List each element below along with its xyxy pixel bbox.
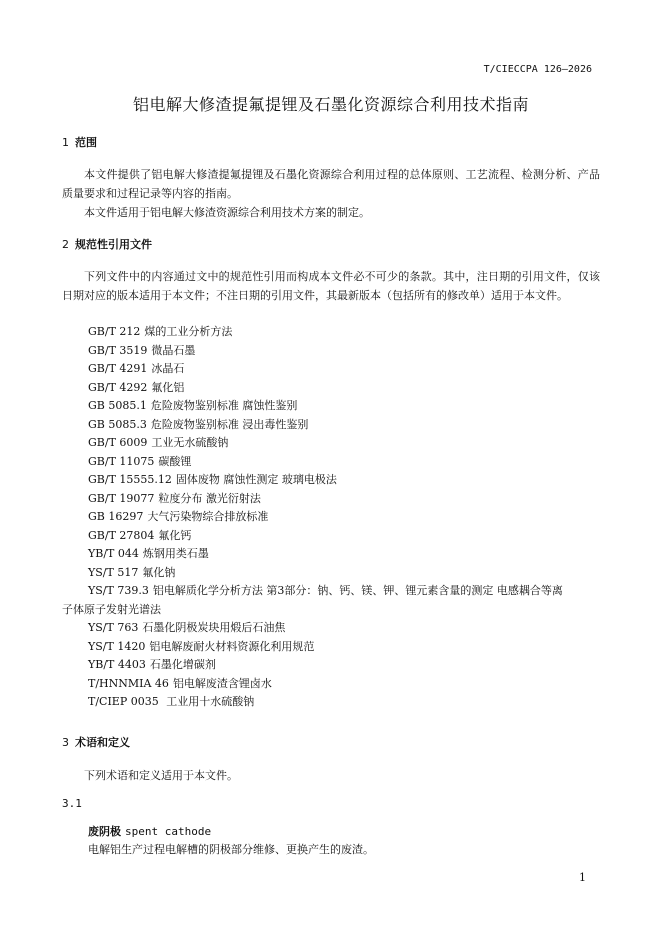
reference-code: T/CIEP 0035 — [88, 695, 159, 708]
reference-item — [88, 397, 600, 416]
term-english: spent cathode — [125, 824, 212, 838]
reference-name: 工业用十水硫酸钠 — [162, 695, 255, 708]
reference-name: 大气污染物综合排放标准 — [147, 510, 269, 523]
section-title: 术语和定义 — [75, 735, 130, 749]
reference-name: 石墨化增碳剂 — [149, 658, 216, 671]
reference-code: YS/T 763 — [88, 621, 139, 634]
reference-name: 氟化钙 — [158, 528, 192, 542]
reference-item — [88, 471, 600, 490]
section-heading — [62, 134, 600, 152]
reference-item — [88, 564, 600, 583]
section-scope — [62, 134, 600, 222]
reference-item — [88, 527, 600, 546]
reference-code: GB/T 212 — [88, 325, 141, 338]
reference-name: 石墨化阴极炭块用煅后石油焦 — [142, 621, 286, 634]
reference-name: 氟化铝 — [151, 380, 185, 394]
reference-item — [88, 508, 600, 527]
section-number: 3 — [62, 735, 69, 749]
reference-code: YS/T 517 — [88, 565, 139, 579]
reference-name: 冰晶石 — [151, 362, 185, 375]
reference-name-continued: 子体原子发射光谱法 — [62, 602, 161, 616]
section-heading — [62, 734, 600, 752]
reference-name: 炼钢用类石墨 — [142, 547, 209, 560]
reference-item — [88, 675, 600, 694]
reference-code: GB/T 4292 — [88, 380, 148, 394]
page-number: 1 — [579, 871, 586, 884]
reference-code: GB/T 4291 — [88, 362, 148, 375]
reference-name: 工业无水硫酸钠 — [151, 436, 229, 449]
section-heading — [62, 236, 600, 254]
reference-item — [88, 638, 600, 657]
term-definition: 电解铝生产过程电解槽的阴极部分维修、更换产生的废渣。 — [88, 842, 374, 856]
reference-name: 危险废物鉴别标准 腐蚀性鉴别 — [150, 399, 298, 412]
section-title: 规范性引用文件 — [75, 238, 152, 251]
reference-name: 碳酸锂 — [158, 454, 192, 468]
paragraph: 下列文件中的内容通过文中的规范性引用而构成本文件必不可少的条款。其中，注日期的引用文件，仅该日期对应的版本适用于本文件；不注日期的引用文件，其最新版本（包括所有的修改单）适用于本文件。 — [62, 270, 600, 302]
reference-name: 微晶石墨 — [151, 343, 196, 357]
reference-name: 铝电解废渣含锂卤水 — [172, 676, 272, 690]
reference-code: YS/T 1420 — [88, 639, 146, 653]
paragraph: 本文件提供了铝电解大修渣提氟提锂及石墨化资源综合利用过程的总体原则、工艺流程、检测分析、产品质量要求和过程记录等内容的指南。 — [62, 168, 600, 200]
reference-name: 铝电解质化学分析方法 第3部分：钠、钙、镁、钾、锂元素含量的测定 电感耦合等离 — [152, 584, 563, 597]
reference-item — [88, 656, 600, 675]
reference-item — [88, 453, 600, 472]
document-title: 铝电解大修渣提氟提锂及石墨化资源综合利用技术指南 — [132, 95, 529, 114]
reference-item — [88, 434, 600, 453]
section-number: 1 — [62, 136, 69, 149]
reference-list — [62, 323, 600, 712]
reference-name: 铝电解废耐火材料资源化利用规范 — [149, 639, 315, 653]
paragraph: 本文件适用于铝电解大修渣资源综合利用技术方案的制定。 — [84, 206, 370, 219]
reference-code: GB 5085.3 — [88, 417, 147, 431]
reference-item — [88, 360, 600, 379]
section-number: 2 — [62, 238, 69, 251]
reference-code: GB/T 27804 — [88, 528, 155, 542]
reference-code: T/HNNMIA 46 — [88, 676, 169, 690]
reference-code: YS/T 739.3 — [88, 584, 149, 597]
reference-item — [88, 416, 600, 435]
reference-item — [88, 693, 600, 712]
reference-code: GB 16297 — [88, 510, 144, 523]
term-heading — [88, 823, 600, 841]
reference-name: 危险废物鉴别标准 浸出毒性鉴别 — [150, 417, 309, 431]
reference-code: GB/T 6009 — [88, 436, 148, 449]
document-code: T/CIECCPA 126—2026 — [483, 64, 592, 75]
reference-code: YB/T 044 — [88, 547, 139, 560]
reference-code: GB/T 3519 — [88, 343, 148, 357]
reference-code: GB/T 19077 — [88, 491, 155, 505]
reference-item — [88, 323, 600, 342]
reference-code: GB/T 11075 — [88, 454, 155, 468]
reference-code: GB/T 15555.12 — [88, 473, 172, 486]
reference-code: GB 5085.1 — [88, 399, 147, 412]
reference-name: 煤的工业分析方法 — [144, 325, 233, 338]
reference-name: 氟化钠 — [142, 565, 176, 579]
reference-name: 粒度分布 激光衍射法 — [158, 491, 261, 505]
document-body — [62, 134, 600, 859]
reference-item — [88, 545, 600, 564]
reference-item — [88, 379, 600, 398]
section-normative-references — [62, 236, 600, 712]
reference-item — [88, 619, 600, 638]
term-number: 3.1 — [62, 796, 82, 810]
reference-item — [62, 582, 600, 619]
section-terms-definitions — [62, 734, 600, 859]
section-title: 范围 — [75, 136, 97, 149]
reference-name: 固体废物 腐蚀性测定 玻璃电极法 — [175, 473, 337, 486]
reference-item — [88, 490, 600, 509]
term-chinese: 废阴极 — [88, 824, 121, 838]
paragraph: 下列术语和定义适用于本文件。 — [84, 768, 238, 782]
reference-code: YB/T 4403 — [88, 658, 146, 671]
reference-item — [88, 342, 600, 361]
